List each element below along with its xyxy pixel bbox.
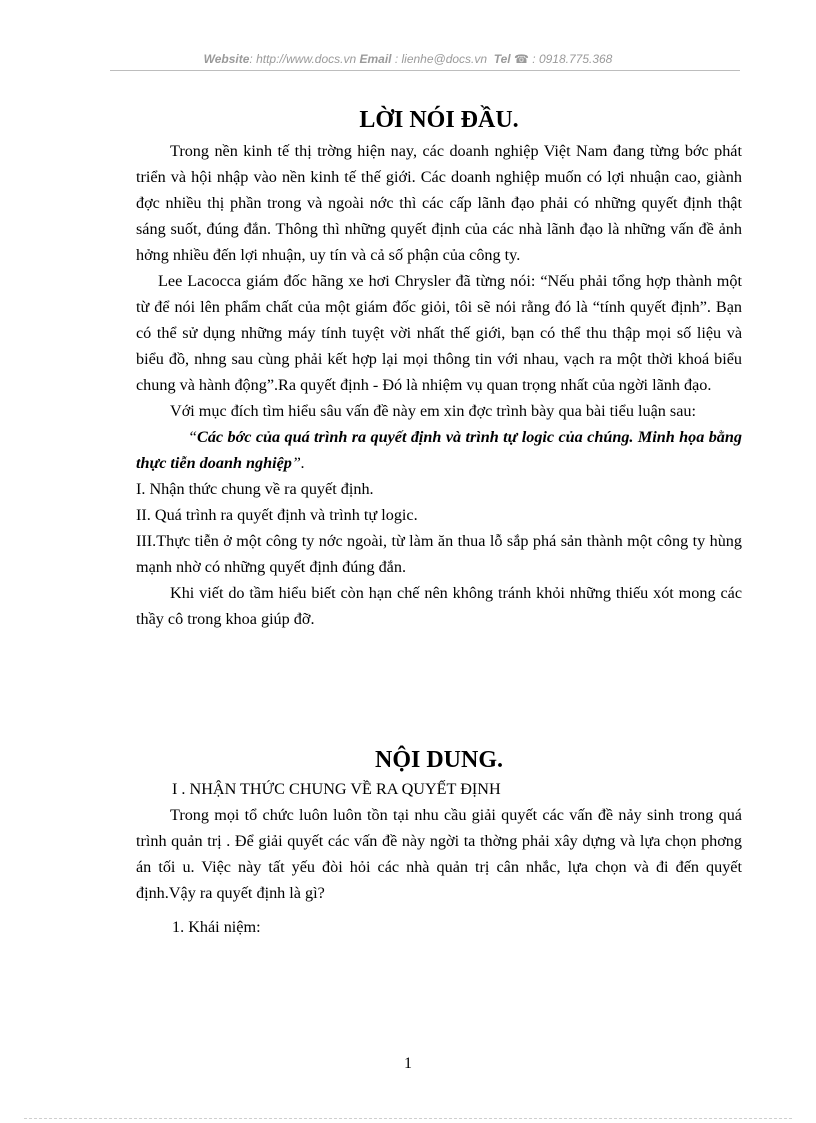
intro-paragraph-1: Trong nền kinh tế thị trờng hiện nay, các doanh nghiệp Việt Nam đang từng bớc phát triển và hội nhập vào nền kinh tế thế giới. Các doanh nghiệp muốn có lợi nhuận cao, giành đợc nhiều thị phần trong và ngoài nớc thì các cấp lãnh đạo phải có những quyết định thật sáng suốt, đúng đắn. Thông thì những quyết định của các nhà lãnh đạo là những vấn đề ảnh hởng nhiều đến lợi nhuận, uy tín và cả số phận của công ty. [136,142,742,264]
section-heading: I . NHẬN THỨC CHUNG VỀ RA QUYẾT ĐỊNH [172,780,501,798]
section-spacer [136,632,742,744]
outline-item-1: I. Nhận thức chung về ra quyết định. [136,480,374,498]
quote-close: ”. [291,454,305,472]
quote-open: “ [188,428,198,446]
body-title: NỘI DUNG. [374,747,503,773]
website-label: Website [203,52,250,66]
page-header [0,52,816,66]
body-paragraph-1: Trong mọi tổ chức luôn luôn tồn tại nhu cầu giải quyết các vấn đề nảy sinh trong quá trình quản trị . Để giải quyết các vấn đề này ngời ta thờng phải xây dựng và lựa chọn phơng án tối u. Việc này tất yếu đòi hỏi các nhà quản trị cân nhắc, lựa chọn và đi đến quyết định.Vậy ra quyết định là gì? [136,806,742,902]
website-value: : http://www.docs.vn [249,52,357,66]
email-label: Email [359,52,392,66]
intro-paragraph-2: Lee Lacocca giám đốc hãng xe hơi Chrysler đã từng nói: “Nếu phải tổng hợp thành một từ để nói lên phẩm chất của một giám đốc giỏi, tôi sẽ nói rằng đó là “tính quyết định”. Bạn có thể sử dụng những máy tính tuyệt vời nhất thế giới, bạn có thể thu thập mọi số liệu và biểu đồ, nhng sau cùng phải kết hợp lại mọi thông tin với nhau, vạch ra một thời khoá biểu chung và hành động”.Ra quyết định - Đó là nhiệm vụ quan trọng nhất của ngời lãnh đạo. [136,272,742,394]
email-value: : lienhe@docs.vn [391,52,488,66]
footer-divider [24,1118,792,1119]
page-number: 1 [404,1055,412,1072]
tel-value: : 0918.775.368 [532,52,613,66]
header-divider [110,70,740,71]
essay-topic-quote [136,424,742,476]
intro-title: LỜI NÓI ĐẦU. [359,107,519,133]
intro-paragraph-3: Với mục đích tìm hiểu sâu vấn đề này em xin đợc trình bày qua bài tiểu luận sau: [170,402,696,420]
document-body [136,104,742,940]
outline-item-2: II. Quá trình ra quyết định và trình tự logic. [136,506,418,524]
quote-text: Các bớc của quá trình ra quyết định và trình tự logic của chúng. Minh họa bằng thực tiễn doanh nghiệp [136,428,742,472]
intro-paragraph-4: Khi viết do tầm hiểu biết còn hạn chế nên không tránh khỏi những thiếu xót mong các thầy cô trong khoa giúp đỡ. [136,584,742,628]
subheading: 1. Khái niệm: [172,918,261,936]
tel-label: Tel ☎ [493,52,529,66]
outline-item-3: III.Thực tiễn ở một công ty nớc ngoài, từ làm ăn thua lỗ sắp phá sản thành một công ty hùng mạnh nhờ có những quyết định đúng đắn. [136,532,742,576]
